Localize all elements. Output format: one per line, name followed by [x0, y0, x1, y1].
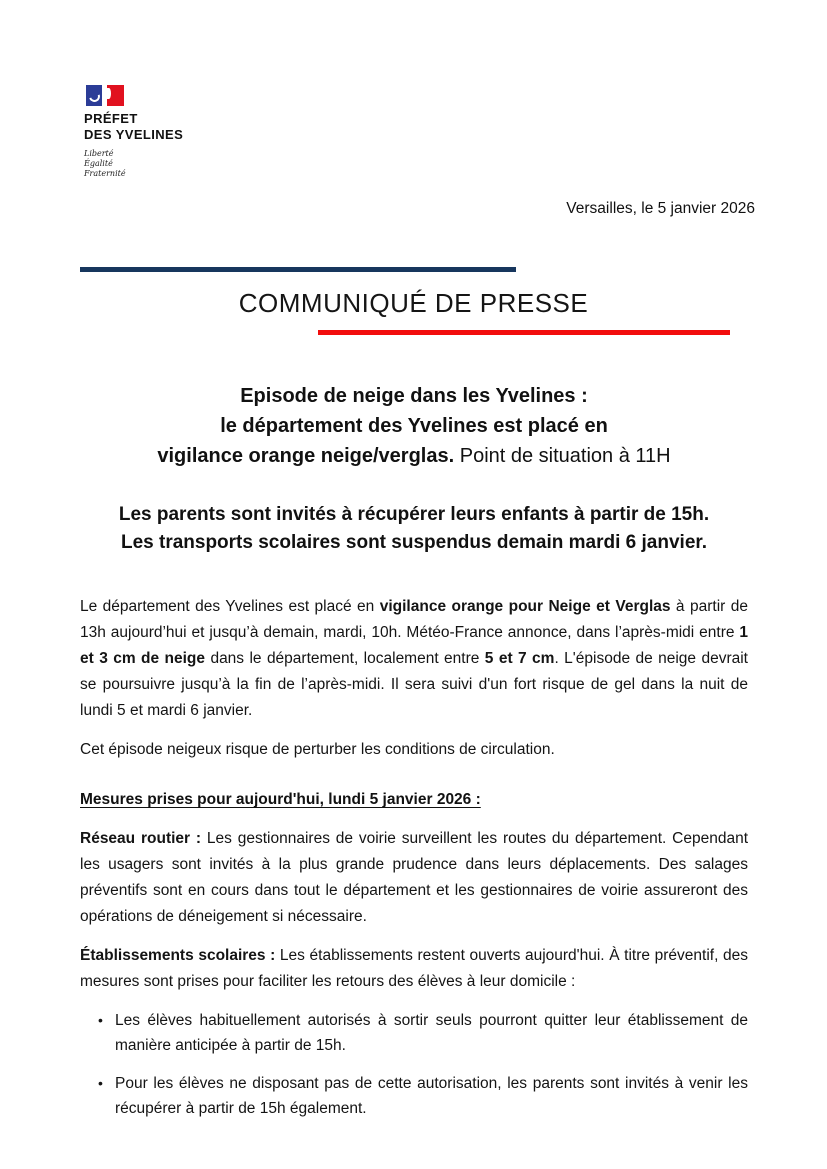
- situation-run3-snow-amount: 1 et 3 cm de neige: [80, 624, 748, 667]
- document-body: [80, 381, 748, 1121]
- headline-line2: le département des Yvelines est placé en: [220, 415, 608, 437]
- flag-red-stripe: [107, 85, 124, 106]
- situation-run1-vigilance: vigilance orange pour Neige et Verglas: [379, 598, 671, 615]
- subheadline-line1: Les parents sont invités à récupérer leurs enfants à partir de 15h.: [118, 504, 710, 525]
- headline-line3-regular: Point de situation à 11H: [454, 445, 671, 467]
- headline-line1: Episode de neige dans les Yvelines :: [240, 385, 588, 407]
- road-network-paragraph: [80, 826, 748, 930]
- road-network-text: Les gestionnaires de voirie surveillent les routes du département. Cependant les usagers sont invités à la plus grande prudence dans leurs déplacements. Des salages préventifs sont en cours dans tout le département et les gestionnaires de voirie assureront des opérations de déneigement si nécessaire.: [80, 830, 749, 925]
- institution-name-line2: DES YVELINES: [84, 127, 184, 142]
- traffic-impact-paragraph: Cet épisode neigeux risque de perturber les conditions de circulation.: [80, 741, 555, 758]
- schools-text: Les établissements restent ouverts aujourd'hui. À titre préventif, des mesures sont prises pour faciliter les retours des élèves à leur domicile :: [80, 947, 748, 990]
- schools-paragraph: [80, 943, 748, 995]
- flag-blue-stripe: [86, 85, 102, 106]
- schools-label: Établissements scolaires :: [80, 947, 276, 964]
- situation-run6: . L'épisode de neige devrait se poursuivre jusqu’à la fin de l’après-midi. Il sera suivi d'un fort risque de gel dans la nuit de lundi 5 et mardi 6 janvier.: [80, 650, 748, 719]
- prefecture-logo: [84, 85, 183, 179]
- headline: [80, 381, 748, 471]
- situation-run2: à partir de 13h aujourd’hui et jusqu’à demain, mardi, 10h. Météo-France annonce, dans l’après-midi entre: [80, 598, 748, 641]
- road-network-label: Réseau routier :: [80, 830, 202, 847]
- situation-run5-snow-amount-local: 5 et 7 cm: [484, 650, 555, 667]
- subheadline-line2: Les transports scolaires sont suspendus demain mardi 6 janvier.: [120, 532, 708, 553]
- motto-line2: Égalité: [84, 159, 113, 168]
- dateline: Versailles, le 5 janvier 2026: [566, 200, 755, 217]
- institution-name: [84, 111, 183, 143]
- situation-run4: dans le département, localement entre: [205, 650, 485, 667]
- motto-line1: Liberté: [84, 149, 114, 158]
- red-rule: [318, 330, 730, 335]
- headline-line3: [80, 441, 748, 471]
- situation-paragraph: [80, 594, 748, 724]
- navy-rule: [80, 267, 516, 272]
- list-item-parent-pickup: • Pour les élèves ne disposant pas de cette autorisation, les parents sont invités à venir les récupérer à partir de 15h également.: [80, 1071, 748, 1121]
- situation-run0: Le département des Yvelines est placé en: [80, 598, 380, 615]
- institution-name-line1: PRÉFET: [84, 111, 138, 126]
- french-flag-icon: [86, 85, 124, 106]
- list-item-early-exit: • Les élèves habituellement autorisés à sortir seuls pourront quitter leur établissement de manière anticipée à partir de 15h.: [80, 1008, 748, 1058]
- schools-measures-list: [80, 1008, 748, 1121]
- subheadline: [80, 501, 748, 557]
- press-release-banner: COMMUNIQUÉ DE PRESSE: [238, 288, 589, 318]
- republic-motto: [84, 149, 183, 179]
- motto-line3: Fraternité: [84, 169, 126, 178]
- measures-heading: Mesures prises pour aujourd'hui, lundi 5 janvier 2026 :: [80, 791, 481, 808]
- headline-line3-bold: vigilance orange neige/verglas.: [157, 445, 455, 467]
